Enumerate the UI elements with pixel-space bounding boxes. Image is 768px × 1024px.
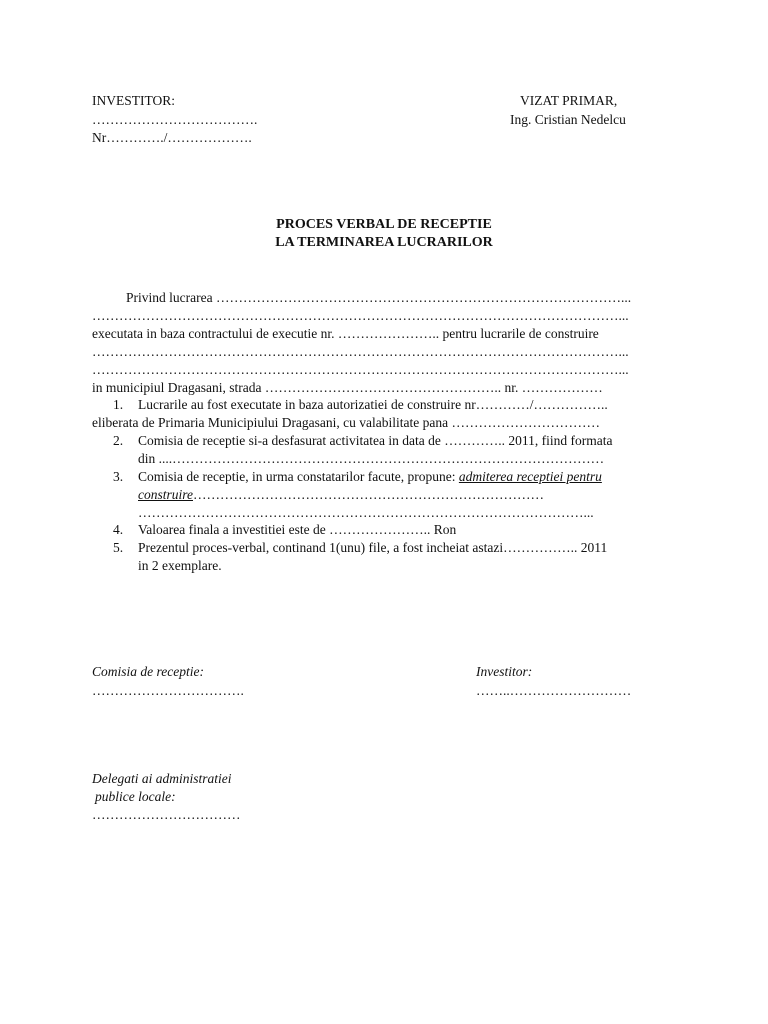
investitor-label: INVESTITOR: <box>92 93 175 108</box>
delegati-label-line-1: Delegati ai administratiei <box>92 771 232 786</box>
item-5-number: 5. <box>113 540 124 555</box>
delegati-label-line-2: publice locale: <box>95 789 176 804</box>
privind-line: Privind lucrarea ………………………………………………………………………………... <box>126 290 632 305</box>
item-3-dots-2: ………………………………………………………………………………………... <box>138 505 594 520</box>
investitor-signature-label: Investitor: <box>476 664 533 679</box>
item-3-proposal-part-2: construire <box>138 487 193 502</box>
item-3-line-2 <box>138 486 544 504</box>
investitor-dots: ………………………………. <box>92 112 258 127</box>
nr-line: Nr…………./………………. <box>92 130 252 145</box>
comisia-signature-dots: ……………………………. <box>92 683 244 698</box>
item-3-proposal-part-1: admiterea receptiei pentru <box>458 469 602 484</box>
title-line-1: PROCES VERBAL DE RECEPTIE <box>276 217 492 232</box>
executata-line: executata in baza contractului de executie nr. ………………….. pentru lucrarile de construire <box>92 326 599 341</box>
item-2-number: 2. <box>113 433 124 448</box>
vizat-primar: VIZAT PRIMAR, <box>520 93 618 108</box>
item-2-continuation: din ....…………………………………………………………………………………… <box>138 451 605 466</box>
item-2-text: Comisia de receptie si-a desfasurat activitatea in data de ………….. 2011, fiind formata <box>138 433 613 448</box>
engineer-name: Ing. Cristian Nedelcu <box>510 112 626 127</box>
item-5-text: Prezentul proces-verbal, continand 1(unu) file, a fost incheiat astazi…………….. 2011 <box>138 540 608 555</box>
delegati-signature-dots: …………………………… <box>92 807 241 822</box>
dots-line-3: ………………………………………………………………………………………………………... <box>92 362 629 377</box>
item-5-continuation: in 2 exemplare. <box>138 558 222 573</box>
item-1-text: Lucrarile au fost executate in baza autorizatiei de construire nr…………/…………….. <box>138 397 608 412</box>
municipiul-line: in municipiul Dragasani, strada …………………………………………….. nr. ……………… <box>92 380 603 395</box>
eliberata-line: eliberata de Primaria Municipiului Dragasani, cu valabilitate pana …………………………… <box>92 415 600 430</box>
item-4-number: 4. <box>113 522 124 537</box>
comisia-label: Comisia de receptie: <box>92 664 204 679</box>
item-3-dots-1: …………………………………………………………………… <box>193 487 544 502</box>
dots-line-1: ………………………………………………………………………………………………………... <box>92 308 629 323</box>
item-3-line <box>138 468 602 486</box>
dots-line-2: ………………………………………………………………………………………………………... <box>92 344 629 359</box>
item-1-number: 1. <box>113 397 124 412</box>
item-3-number: 3. <box>113 469 124 484</box>
item-4-text: Valoarea finala a investitiei este de ………………….. Ron <box>138 522 457 537</box>
item-3-text: Comisia de receptie, in urma constatarilor facute, propune: <box>138 469 459 484</box>
title-line-2: LA TERMINAREA LUCRARILOR <box>275 235 493 250</box>
investitor-signature-dots: ……..……………………… <box>476 683 632 698</box>
